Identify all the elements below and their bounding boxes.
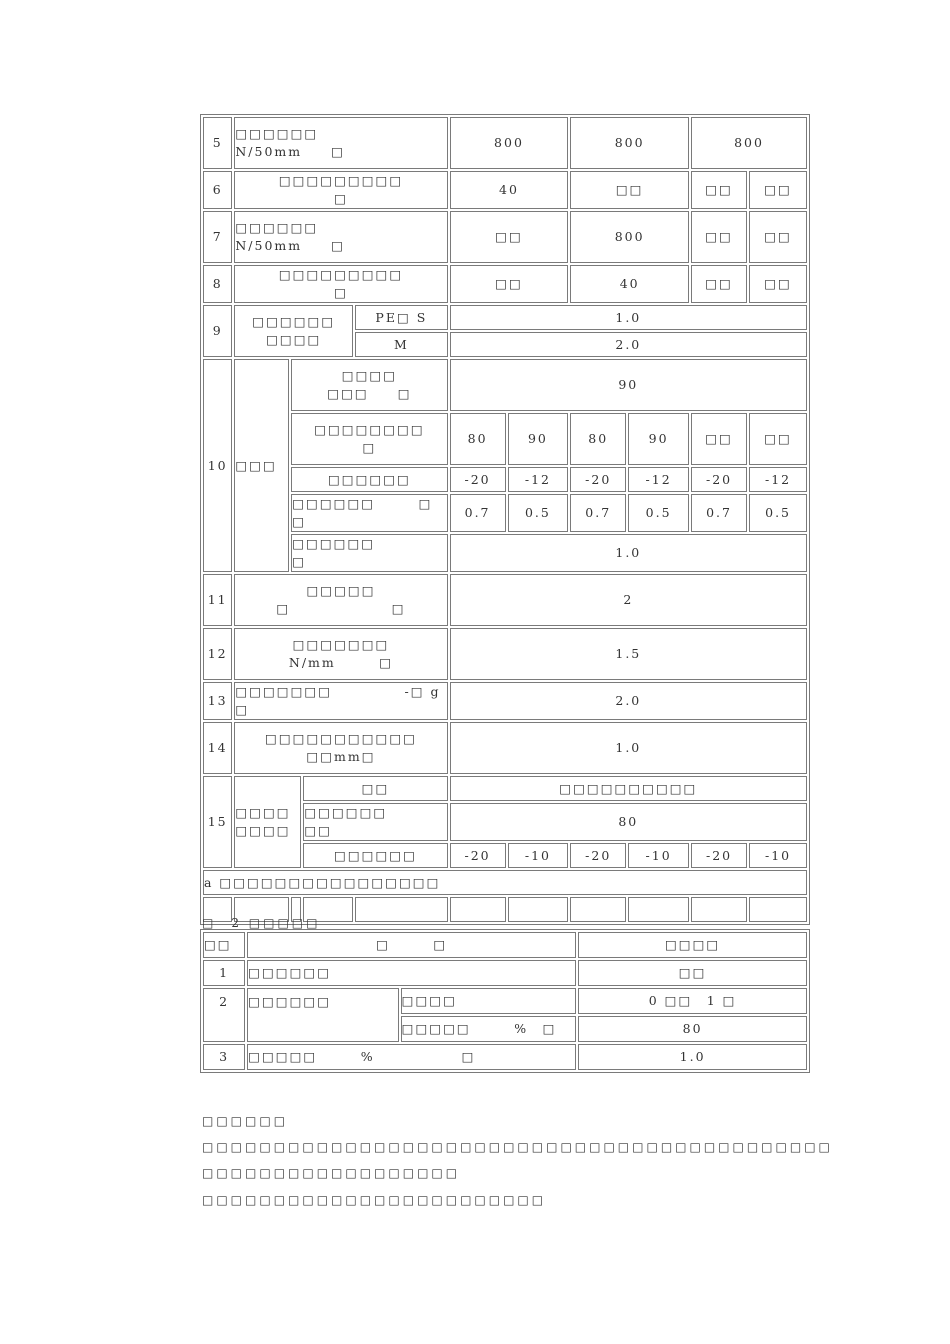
table-row: [203, 211, 807, 263]
cell-value: 0.7: [450, 494, 506, 532]
cell-value: -20: [570, 467, 626, 492]
empty-cell: [355, 897, 448, 922]
sub-label: □□□□: [401, 988, 577, 1014]
table-row: [203, 467, 807, 492]
table-row: [203, 494, 807, 532]
table-footnote: a □□□□□□□□□□□□□□□□: [203, 870, 807, 895]
row-number: 3: [203, 1044, 245, 1070]
cell-value: 90: [628, 413, 689, 465]
cell-value: 1.0: [450, 722, 807, 774]
cell-value: 0 □□ 1 □: [578, 988, 807, 1014]
cell-value: 90: [508, 413, 569, 465]
sub-label: M: [355, 332, 448, 357]
table-row: [203, 1044, 807, 1070]
row-number: 14: [203, 722, 232, 774]
cell-value: -20: [691, 843, 747, 868]
empty-cell: [691, 897, 747, 922]
appearance-table: [200, 929, 810, 1073]
row-number: 9: [203, 305, 232, 357]
cell-value: 80: [578, 1016, 807, 1042]
properties-table: [200, 114, 810, 925]
cell-value: 90: [450, 359, 807, 411]
cell-value: □□: [691, 171, 747, 209]
header-cell: □ □: [247, 932, 576, 958]
row-label: □□□□□□: [247, 988, 399, 1042]
table-row: [203, 305, 807, 330]
row-number: 13: [203, 682, 232, 720]
table-row: [203, 574, 807, 626]
cell-value: -10: [508, 843, 569, 868]
empty-cell: [570, 897, 626, 922]
sub-label: □□□□□□ □: [291, 534, 447, 572]
cell-value: -20: [450, 467, 506, 492]
cell-value: -20: [691, 467, 747, 492]
cell-value: -12: [508, 467, 569, 492]
paragraph: □□□□□□□□□□□□□□□□□□□□□□□□□□□□□□□□□□□□□□□□□□□□: [202, 1140, 833, 1154]
row-number: 2: [203, 988, 245, 1042]
sub-label: □□□□□□ □ □: [291, 494, 447, 532]
empty-cell: [508, 897, 569, 922]
table-row: [203, 682, 807, 720]
sub-label: □□□□ □□□ □: [291, 359, 447, 411]
cell-value: □□: [570, 171, 689, 209]
row-label: □□□: [234, 359, 289, 572]
row-number: 8: [203, 265, 232, 303]
row-label: □□□□□ % □: [247, 1044, 576, 1070]
row-number: 12: [203, 628, 232, 680]
header-cell: □□: [203, 932, 245, 958]
cell-value: -10: [628, 843, 689, 868]
cell-value: 0.5: [628, 494, 689, 532]
paragraph: □□□□□□□□□□□□□□□□□□: [202, 1166, 461, 1180]
row-label: □□□□□□□ N/mm □: [234, 628, 447, 680]
cell-value: 2: [450, 574, 807, 626]
sub-label: □□□□□□: [291, 467, 447, 492]
cell-value: -20: [450, 843, 506, 868]
row-number: 7: [203, 211, 232, 263]
cell-value: 40: [570, 265, 689, 303]
cell-value: □□: [691, 413, 747, 465]
cell-value: 1.0: [450, 534, 807, 572]
cell-value: -20: [570, 843, 626, 868]
empty-cell: [450, 897, 506, 922]
sub-label: □□□□□□□□ □: [291, 413, 447, 465]
sub-label: □□□□□□: [303, 843, 447, 868]
row-label: □□□□□□□□□ □: [234, 171, 447, 209]
table-row: [203, 776, 807, 801]
table-row: [203, 870, 807, 895]
row-label: □□□□□□ N/50mm □: [234, 211, 447, 263]
cell-value: 40: [450, 171, 569, 209]
row-number: 6: [203, 171, 232, 209]
row-number: 5: [203, 117, 232, 169]
cell-value: □□: [578, 960, 807, 986]
row-label: □□□□ □□□□: [234, 776, 301, 868]
sub-label: □□□□□ % □: [401, 1016, 577, 1042]
cell-value: 2.0: [450, 332, 807, 357]
table-row: [203, 722, 807, 774]
cell-value: 800: [570, 117, 689, 169]
cell-value: 80: [570, 413, 626, 465]
table-row: [203, 960, 807, 986]
cell-value: □□: [749, 413, 807, 465]
empty-cell: [628, 897, 689, 922]
cell-value: -12: [749, 467, 807, 492]
paragraph: □□□□□□□□□□□□□□□□□□□□□□□□: [202, 1193, 547, 1207]
cell-value: 800: [450, 117, 569, 169]
cell-value: 0.7: [691, 494, 747, 532]
cell-value: 80: [450, 803, 807, 841]
table-row: [203, 988, 807, 1014]
row-label: □□□□□□ N/50mm □: [234, 117, 447, 169]
table-row: [203, 534, 807, 572]
cell-value: 0.7: [570, 494, 626, 532]
cell-value: 0.5: [749, 494, 807, 532]
sub-label: PE□ S: [355, 305, 448, 330]
row-label: □□□□□□□ -□ g □: [234, 682, 447, 720]
cell-value: 1.0: [578, 1044, 807, 1070]
section-heading: □□□□□□: [202, 1114, 289, 1128]
row-number: 11: [203, 574, 232, 626]
cell-value: □□: [691, 211, 747, 263]
cell-value: 800: [570, 211, 689, 263]
row-label: □□□□□□□□□ □: [234, 265, 447, 303]
cell-value: □□: [450, 211, 569, 263]
row-number: 10: [203, 359, 232, 572]
cell-value: 0.5: [508, 494, 569, 532]
cell-value: 1.5: [450, 628, 807, 680]
sub-label: □□□□□□ □□: [303, 803, 447, 841]
cell-value: 80: [450, 413, 506, 465]
cell-value: -12: [628, 467, 689, 492]
cell-value: 2.0: [450, 682, 807, 720]
cell-value: □□: [691, 265, 747, 303]
cell-value: □□: [749, 211, 807, 263]
table-row: [203, 117, 807, 169]
sub-label: □□: [303, 776, 447, 801]
header-cell: □□□□: [578, 932, 807, 958]
row-label: □□□□□□: [247, 960, 576, 986]
row-label: □□□□□ □ □: [234, 574, 447, 626]
cell-value: □□: [749, 265, 807, 303]
cell-value: -10: [749, 843, 807, 868]
cell-value: □□: [450, 265, 569, 303]
table-row: [203, 265, 807, 303]
empty-cell: [749, 897, 807, 922]
row-number: 15: [203, 776, 232, 868]
table-row: [203, 359, 807, 411]
cell-value: 800: [691, 117, 807, 169]
table-header-row: [203, 932, 807, 958]
row-label: □□□□□□□□□□□ □□mm□: [234, 722, 447, 774]
table-caption: □ 2 □□□□□: [202, 916, 321, 930]
cell-value: □□□□□□□□□□: [450, 776, 807, 801]
cell-value: 1.0: [450, 305, 807, 330]
row-number: 1: [203, 960, 245, 986]
row-label: □□□□□□ □□□□: [234, 305, 353, 357]
table-row: [203, 413, 807, 465]
table-row: [203, 628, 807, 680]
table-row: [203, 171, 807, 209]
cell-value: □□: [749, 171, 807, 209]
